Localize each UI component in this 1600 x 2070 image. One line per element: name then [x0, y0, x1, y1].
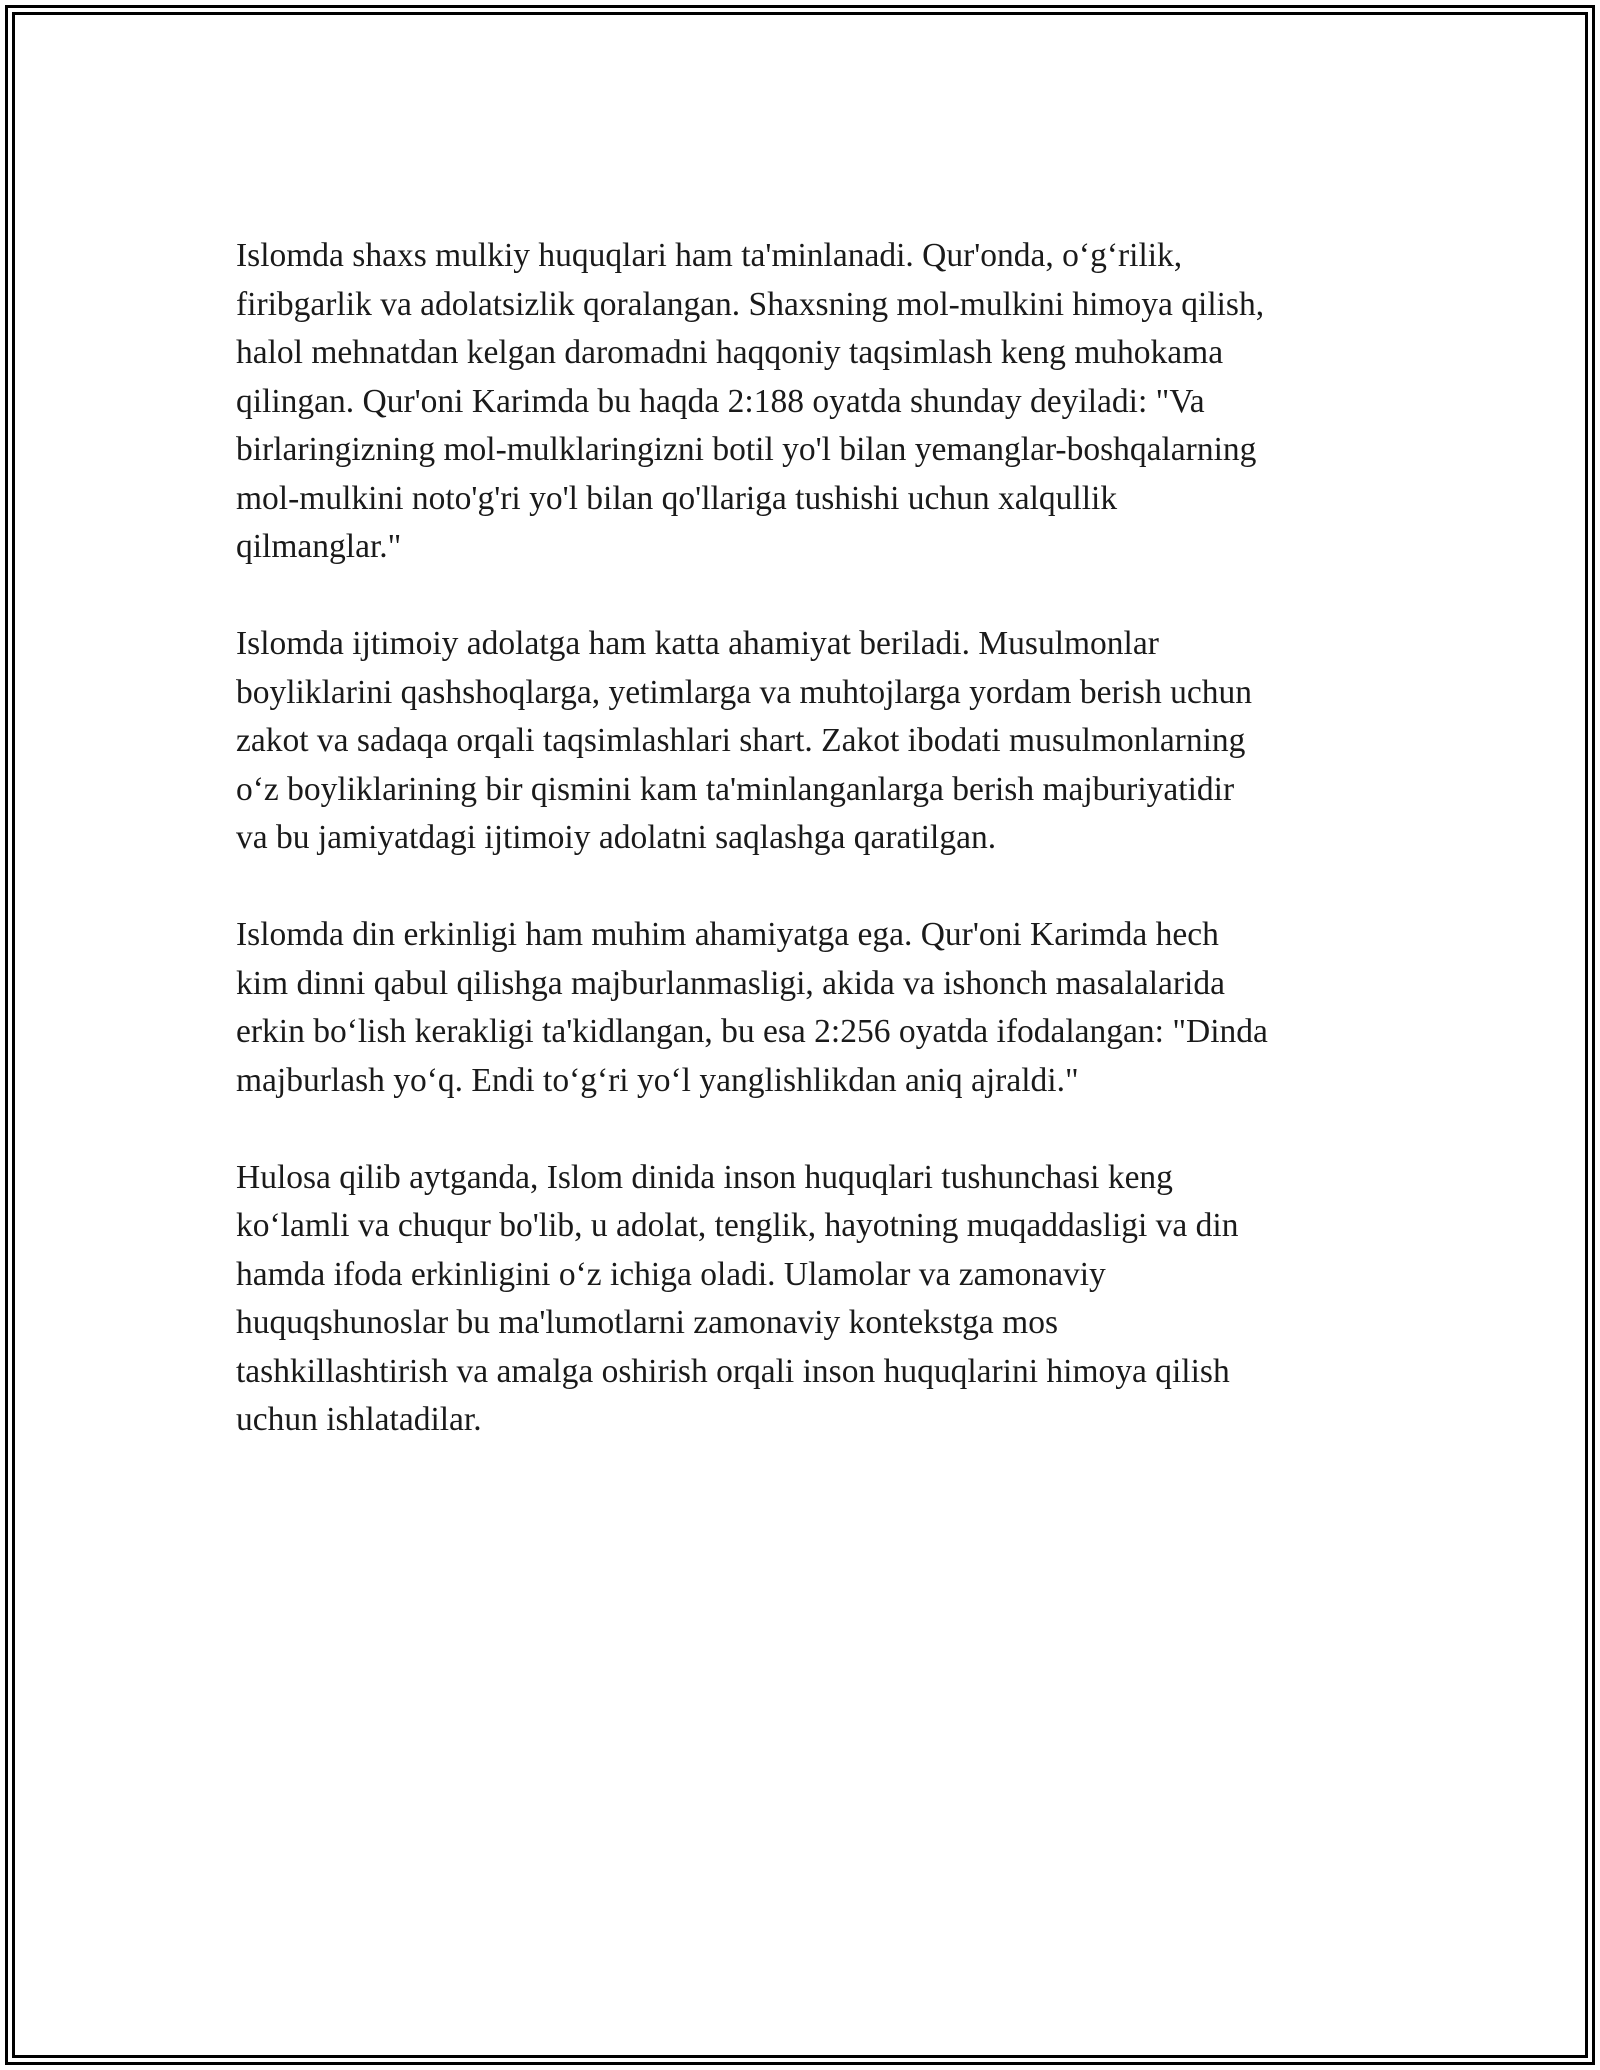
text-line: halol mehnatdan kelgan daromadni haqqoniy taqsimlash keng muhokama: [236, 334, 1224, 371]
text-line: mol-mulkini noto'g'ri yo'l bilan qo'llariga tushishi uchun xalqullik: [236, 479, 1118, 517]
text-line: zakot va sadaqa orqali taqsimlashlari shart. Zakot ibodati musulmonlarning: [236, 722, 1246, 759]
text-line: Islomda shaxs mulkiy huquqlari ham ta'minlanadi. Qur'onda, o‘g‘rilik,: [236, 237, 1183, 274]
paragraph-social-justice: [236, 620, 1376, 863]
text-line: hamda ifoda erkinligini o‘z ichiga oladi. Ulamolar va zamonaviy: [236, 1255, 1106, 1293]
text-line: majburlash yo‘q. Endi to‘g‘ri yo‘l yanglishlikdan aniq ajraldi.": [236, 1061, 1079, 1099]
text-line: boyliklarini qashshoqlarga, yetimlarga va muhtojlarga yordam berish uchun: [236, 673, 1252, 711]
text-line: ko‘lamli va chuqur bo'lib, u adolat, tenglik, hayotning muqaddasligi va din: [236, 1207, 1239, 1244]
text-line: qilmanglar.": [236, 528, 402, 565]
paragraph-conclusion: [236, 1154, 1376, 1445]
text-line: Hulosa qilib aytganda, Islom dinida inson huquqlari tushunchasi keng: [236, 1158, 1173, 1196]
text-line: Islomda ijtimoiy adolatga ham katta ahamiyat beriladi. Musulmonlar: [236, 625, 1159, 662]
text-line: huquqshunoslar bu ma'lumotlarni zamonaviy kontekstga mos: [236, 1304, 1059, 1341]
text-line: birlaringizning mol-mulklaringizni botil yo'l bilan yemanglar-boshqalarning: [236, 431, 1257, 468]
text-line: o‘z boyliklarining bir qismini kam ta'minlanganlarga berish majburiyatidir: [236, 770, 1235, 808]
text-line: qilingan. Qur'oni Karimda bu haqda 2:188 oyatda shunday deyiladi: "Va: [236, 382, 1205, 420]
text-line: erkin bo‘lish kerakligi ta'kidlangan, bu esa 2:256 oyatda ifodalangan: "Dinda: [236, 1013, 1268, 1050]
text-line: tashkillashtirish va amalga oshirish orqali inson huquqlarini himoya qilish: [236, 1352, 1230, 1390]
text-line: firibgarlik va adolatsizlik qoralangan. Shaxsning mol-mulkini himoya qilish,: [236, 285, 1265, 323]
paragraph-religious-freedom: [236, 911, 1376, 1105]
paragraph-property-rights: [236, 232, 1376, 572]
text-line: kim dinni qabul qilishga majburlanmasligi, akida va ishonch masalalarida: [236, 964, 1225, 1002]
text-line: va bu jamiyatdagi ijtimoiy adolatni saqlashga qaratilgan.: [236, 819, 997, 856]
text-line: uchun ishlatadilar.: [236, 1401, 482, 1438]
text-line: Islomda din erkinligi ham muhim ahamiyatga ega. Qur'oni Karimda hech: [236, 916, 1219, 953]
document-body: [236, 232, 1376, 1493]
